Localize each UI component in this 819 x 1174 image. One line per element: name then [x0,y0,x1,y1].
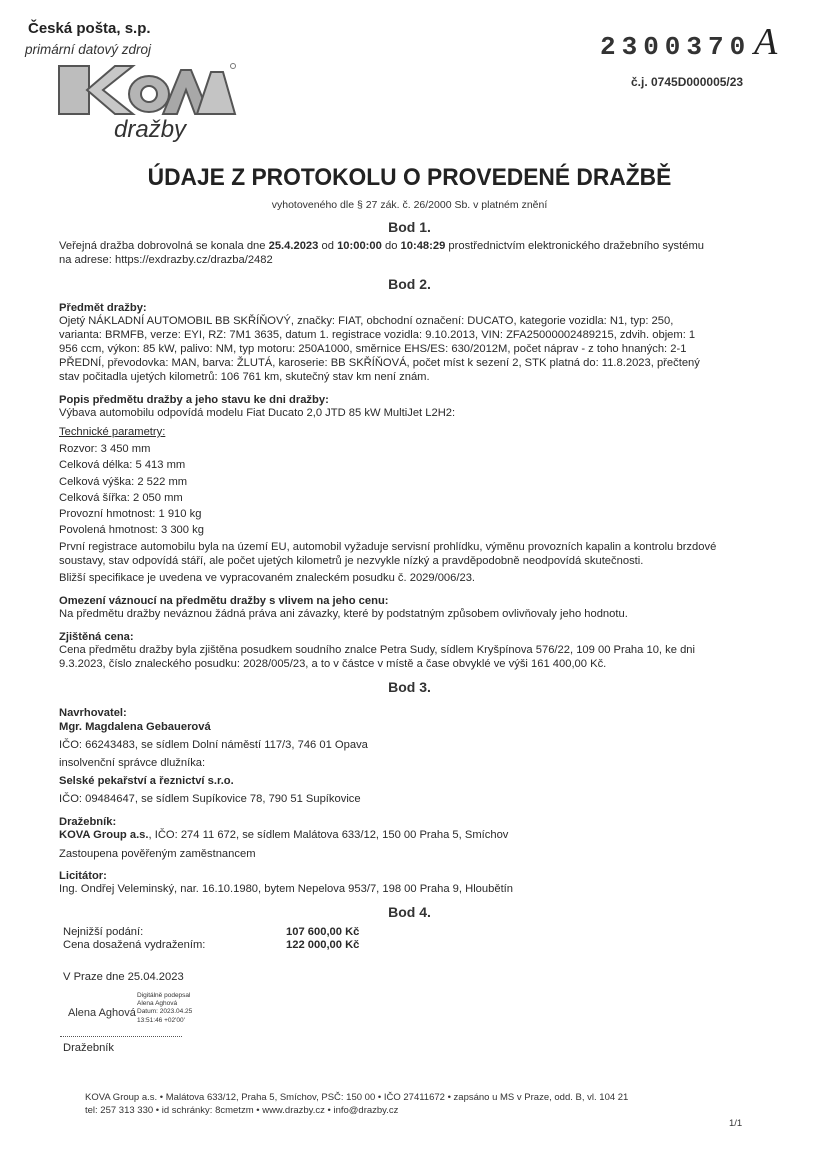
digital-signature-line: Digitálně podepsal [137,992,191,999]
lowest-bid-label: Nejnižší podání: [63,926,144,938]
bod1-text: od [318,240,338,252]
reference-number: č.j. 0745D000005/23 [631,75,744,89]
digital-signature-line: Alena Aghová [137,1000,178,1008]
place-date: V Praze dne 25.04.2023 [63,971,184,983]
logo-subtitle: dražby [114,116,187,143]
subject-line: varianta: BRMFB, verze: EYI, RZ: 7M1 3635, datum 1. registrace vozidla: 9.10.2013, VIN: ZFA25000002489215, zdvih. objem: 1 [59,329,696,341]
final-price-value: 122 000,00 Kč [286,939,360,951]
subject-line: PŘEDNÍ, převodovka: MAN, barva: ŽLUTÁ, karoserie: BB SKŘÍŇOVÁ, počet míst k sezení 2, STK platná do: 11.8.2023, přečtený [59,357,700,369]
auctioneer-line [59,828,789,842]
document-suffix: A [754,21,778,63]
proposer-label: Navrhovatel: [59,707,127,719]
bod1-text: do [381,240,401,252]
tech-param: Rozvor: 3 450 mm [59,443,151,455]
proposer-name: Mgr. Magdalena Gebauerová [59,721,211,733]
page-number: 1/1 [729,1118,743,1129]
tech-param: Povolená hmotnost: 3 300 kg [59,524,204,537]
proposer-address: IČO: 66243483, se sídlem Dolní náměstí 117/3, 746 01 Opava [59,739,368,751]
signature-line [60,1036,182,1037]
description-label: Popis předmětu dražby a jeho stavu ke dni dražby: [59,394,329,406]
auctioneer-representation: Zastoupena pověřeným zaměstnancem [59,848,256,860]
restrictions-text: Na předmětu dražby neváznou žádná práva ani závazky, které by podstatným způsobem ovlivňovaly jeho hodnotu. [59,608,628,620]
signer-role: Dražebník [63,1042,114,1054]
bod1-text: Veřejná dražba dobrovolná se konala dne [59,240,269,252]
auction-url: na adrese: https://exdrazby.cz/drazba/2482 [59,254,273,266]
final-price-label: Cena dosažená vydražením: [63,939,206,951]
auctioneer-name: KOVA Group a.s. [59,829,149,841]
licitator-label: Licitátor: [59,870,107,882]
price-line: 9.3.2023, číslo znaleckého posudku: 2028/005/23, a to v částce v místě a čase obvyklé ve výši 161 400,00 Kč. [59,658,607,670]
bod4-heading: Bod 4. [388,904,431,920]
tech-param: Celková šířka: 2 050 mm [59,491,183,504]
tech-param: Celková výška: 2 522 mm [59,475,188,488]
subject-label: Předmět dražby: [59,302,147,314]
digital-signature [137,992,192,1025]
data-source-label: primární datový zdroj [25,42,152,57]
registration-line: soustavy, stav odpovídá stáří, ale počet ujetých kilometrů je nezvykle nízký a pravděpodobně neodpovídá skutečnosti. [59,555,644,567]
footer-line2: tel: 257 313 330 • id schránky: 8cmetzm • www.drazby.cz • info@drazby.cz [85,1105,399,1116]
page-title: ÚDAJE Z PROTOKOLU O PROVEDENÉ DRAŽBĚ [147,164,672,191]
price-label: Zjištěná cena: [59,631,134,643]
bod1-text: prostřednictvím elektronického dražebního systému [445,240,705,252]
tech-params-label: Technické parametry: [59,426,166,438]
debtor-address: IČO: 09484647, se sídlem Supíkovice 78, 790 51 Supíkovice [59,793,361,805]
description-text: Výbava automobilu odpovídá modelu Fiat Ducato 2,0 JTD 85 kW MultiJet L2H2: [59,407,456,419]
subject-line: 956 ccm, výkon: 85 kW, palivo: NM, typ motoru: 250A1000, směrnice EHS/ES: 630/2012M, počet náprav - z toho hnaných: 2-1 [59,343,687,355]
specification-note: Bližší specifikace je uvedena ve vypracovaném znaleckém posudku č. 2029/006/23. [59,572,476,584]
subject-description [59,314,789,384]
auctioneer-label: Dražebník: [59,816,117,828]
subject-line: stav počitadla ujetých kilometrů: 106 761 km, skutečný stav km není znám. [59,371,430,383]
licitator-text: Ing. Ondřej Veleminský, nar. 16.10.1980, bytem Nepelova 953/7, 198 00 Praha 9, Hloubětín [59,883,514,895]
price-text [59,643,789,671]
bod3-heading: Bod 3. [388,679,431,695]
digital-signature-line: 13:51:46 +02'00' [137,1016,185,1024]
tech-param: Provozní hmotnost: 1 910 kg [59,508,202,521]
bod2-heading: Bod 2. [388,276,431,292]
kova-logo [57,62,237,118]
digital-signature-line: Datum: 2023.04.25 [137,1008,193,1016]
restrictions-label: Omezení váznoucí na předmětu dražby s vlivem na jeho cenu: [59,595,389,607]
registration-line: První registrace automobilu byla na území EU, automobil vyžaduje servisní prohlídku, výměnu provozních kapalin a kontrolu brzdové [59,541,717,553]
document-number: 2300370 [600,32,752,62]
lowest-bid-value: 107 600,00 Kč [286,926,360,938]
page-subtitle: vyhotoveného dle § 27 zák. č. 26/2000 Sb. v platném znění [271,199,548,211]
subject-line: Ojetý NÁKLADNÍ AUTOMOBIL BB SKŘÍŇOVÝ, značky: FIAT, obchodní označení: DUCATO, kategorie vozidla: N1, typ: 250, [59,315,674,327]
auction-date: 25.4.2023 [268,240,319,252]
auction-end-time: 10:48:29 [400,240,446,252]
tech-params-list [59,441,789,539]
auction-start-time: 10:00:00 [337,240,382,252]
post-office-name: Česká pošta, s.p. [28,20,151,37]
debtor-name: Selské pekařství a řeznictví s.r.o. [59,775,234,787]
bod1-heading: Bod 1. [388,219,431,235]
auctioneer-address: , IČO: 274 11 672, se sídlem Malátova 633/12, 150 00 Praha 5, Smíchov [148,829,509,841]
tech-param: Celková délka: 5 413 mm [59,459,186,472]
proposer-role: insolvenční správce dlužníka: [59,757,206,769]
price-line: Cena předmětu dražby byla zjištěna posudkem soudního znalce Petra Sudy, sídlem Kryšpínova 576/22, 109 00 Praha 10, ke dni [59,644,695,656]
bod1-line1 [59,239,789,253]
signer-name: Alena Aghová [68,1007,136,1019]
footer-line1: KOVA Group a.s. • Malátova 633/12, Praha 5, Smíchov, PSČ: 150 00 • IČO 27411672 • zapsáno u MS v Praze, odd. B, vl. 104 21 [85,1092,629,1103]
registration-note [59,540,789,568]
